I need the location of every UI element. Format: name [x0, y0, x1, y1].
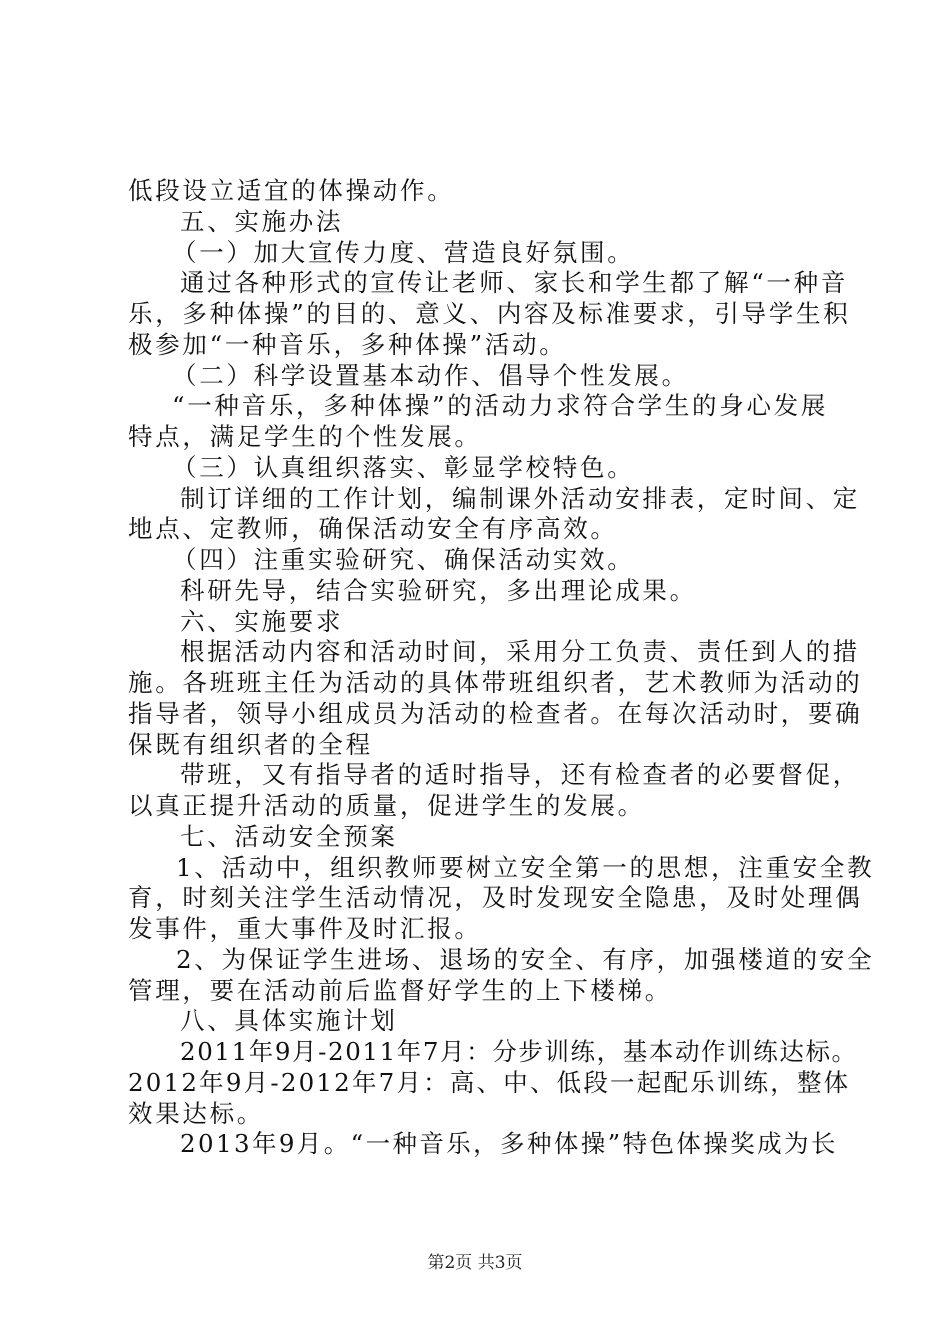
text-line: “一种音乐，多种体操”的活动力求符合学生的身心发展: [172, 391, 829, 420]
text-line: 地点、定教师，确保活动安全有序高效。: [128, 514, 618, 543]
section-heading: 七、活动安全预案: [180, 822, 398, 851]
text-line: 极参加“一种音乐，多种体操”活动。: [128, 330, 567, 359]
subsection-heading: （三）认真组织落实、彰显学校特色。: [172, 453, 635, 482]
section-heading: 八、具体实施计划: [180, 1006, 398, 1035]
page-number-footer: 第2页 共3页: [427, 1253, 523, 1273]
text-line: 科研先导，结合实验研究，多出理论成果。: [180, 576, 697, 605]
section-heading: 六、实施要求: [180, 607, 344, 636]
text-line: 特点，满足学生的个性发展。: [128, 422, 482, 451]
text-line: 育，时刻关注学生活动情况，及时发现安全隐患，及时处理偶: [128, 883, 863, 912]
subsection-heading: （一）加大宣传力度、营造良好氛围。: [172, 238, 635, 267]
text-line: 通过各种形式的宣传让老师、家长和学生都了解“一种音: [180, 268, 849, 297]
text-line: 1、活动中，组织教师要树立安全第一的思想，注重安全教: [176, 853, 875, 882]
text-line: 施。各班班主任为活动的具体带班组织者，艺术教师为活动的: [128, 668, 863, 697]
text-line: 乐，多种体操”的目的、意义、内容及标准要求，引导学生积: [128, 299, 851, 328]
text-line: 2011年9月-2011年7月：分步训练，基本动作训练达标。: [180, 1037, 858, 1066]
text-line: 保既有组织者的全程: [128, 730, 373, 759]
text-line: 根据活动内容和活动时间，采用分工负责、责任到人的措: [180, 637, 860, 666]
text-line: 管理，要在活动前后监督好学生的上下楼梯。: [128, 976, 672, 1005]
text-line: 2、为保证学生进场、退场的安全、有序，加强楼道的安全: [176, 945, 875, 974]
text-line: 以真正提升活动的质量，促进学生的发展。: [128, 791, 645, 820]
text-line: 指导者，领导小组成员为活动的检查者。在每次活动时，要确: [128, 699, 863, 728]
text-line: 发事件，重大事件及时汇报。: [128, 914, 482, 943]
text-line: 2013年9月。“一种音乐，多种体操”特色体操奖成为长: [180, 1129, 838, 1158]
text-line: 效果达标。: [128, 1099, 264, 1128]
text-line: 低段设立适宜的体操动作。: [128, 176, 455, 205]
subsection-heading: （四）注重实验研究、确保活动实效。: [172, 545, 635, 574]
section-heading: 五、实施办法: [180, 207, 344, 236]
subsection-heading: （二）科学设置基本动作、倡导个性发展。: [172, 361, 689, 390]
text-line: 2012年9月-2012年7月：高、中、低段一起配乐训练，整体: [128, 1068, 851, 1097]
text-line: 制订详细的工作计划，编制课外活动安排表，定时间、定: [180, 484, 860, 513]
text-line: 带班，又有指导者的适时指导，还有检查者的必要督促，: [180, 760, 860, 789]
